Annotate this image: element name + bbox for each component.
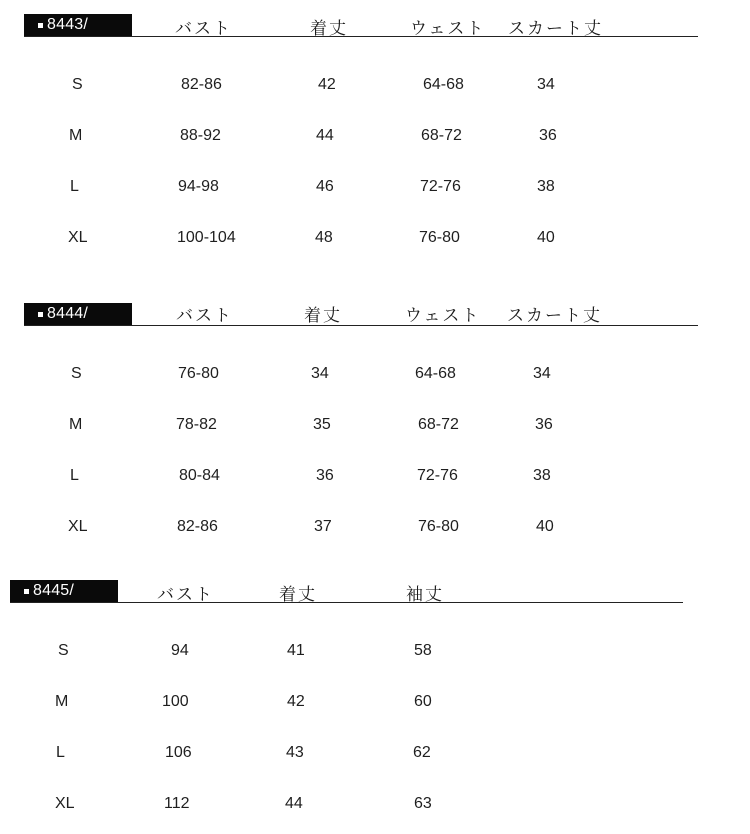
header-skirt-length: スカート丈 bbox=[507, 306, 602, 326]
skirt-length-value: 40 bbox=[537, 229, 555, 246]
size-label: M bbox=[69, 416, 83, 433]
waist-value: 64-68 bbox=[423, 76, 464, 93]
size-label: S bbox=[58, 642, 69, 659]
bust-value: 94-98 bbox=[178, 178, 219, 195]
header-skirt-length: スカート丈 bbox=[508, 19, 603, 39]
header-bust: バスト bbox=[175, 19, 232, 39]
product-code-badge bbox=[24, 14, 132, 36]
size-label: L bbox=[70, 467, 79, 484]
skirt-length-value: 34 bbox=[537, 76, 555, 93]
bullet-icon bbox=[24, 589, 29, 594]
header-bust: バスト bbox=[157, 585, 214, 605]
header-length: 着丈 bbox=[310, 19, 348, 39]
size-label: M bbox=[69, 127, 83, 144]
size-label: S bbox=[71, 365, 82, 382]
bust-value: 106 bbox=[165, 744, 192, 761]
size-label: XL bbox=[68, 229, 88, 246]
header-waist: ウェスト bbox=[410, 19, 486, 39]
sleeve-length-value: 58 bbox=[414, 642, 432, 659]
size-label: S bbox=[72, 76, 83, 93]
length-value: 42 bbox=[318, 76, 336, 93]
size-label: L bbox=[70, 178, 79, 195]
length-value: 41 bbox=[287, 642, 305, 659]
bust-value: 100-104 bbox=[177, 229, 236, 246]
length-value: 44 bbox=[316, 127, 334, 144]
length-value: 42 bbox=[287, 693, 305, 710]
bust-value: 100 bbox=[162, 693, 189, 710]
waist-value: 72-76 bbox=[417, 467, 458, 484]
size-label: M bbox=[55, 693, 69, 710]
bust-value: 76-80 bbox=[178, 365, 219, 382]
product-code: 8445/ bbox=[33, 582, 75, 599]
waist-value: 72-76 bbox=[420, 178, 461, 195]
length-value: 34 bbox=[311, 365, 329, 382]
bust-value: 94 bbox=[171, 642, 189, 659]
header-length: 着丈 bbox=[279, 585, 317, 605]
header-waist: ウェスト bbox=[405, 306, 481, 326]
product-code: 8444/ bbox=[47, 305, 89, 322]
sleeve-length-value: 63 bbox=[414, 795, 432, 812]
waist-value: 64-68 bbox=[415, 365, 456, 382]
length-value: 36 bbox=[316, 467, 334, 484]
bust-value: 78-82 bbox=[176, 416, 217, 433]
bust-value: 82-86 bbox=[177, 518, 218, 535]
product-code-badge bbox=[10, 580, 118, 602]
sleeve-length-value: 60 bbox=[414, 693, 432, 710]
bust-value: 80-84 bbox=[179, 467, 220, 484]
waist-value: 76-80 bbox=[419, 229, 460, 246]
length-value: 46 bbox=[316, 178, 334, 195]
bullet-icon bbox=[38, 312, 43, 317]
size-label: L bbox=[56, 744, 65, 761]
length-value: 37 bbox=[314, 518, 332, 535]
bullet-icon bbox=[38, 23, 43, 28]
size-label: XL bbox=[55, 795, 75, 812]
waist-value: 68-72 bbox=[418, 416, 459, 433]
header-sleeve-length: 袖丈 bbox=[406, 585, 444, 605]
length-value: 35 bbox=[313, 416, 331, 433]
skirt-length-value: 34 bbox=[533, 365, 551, 382]
skirt-length-value: 36 bbox=[539, 127, 557, 144]
header-rule bbox=[10, 602, 683, 603]
bust-value: 82-86 bbox=[181, 76, 222, 93]
size-label: XL bbox=[68, 518, 88, 535]
header-bust: バスト bbox=[176, 306, 233, 326]
length-value: 48 bbox=[315, 229, 333, 246]
waist-value: 76-80 bbox=[418, 518, 459, 535]
length-value: 44 bbox=[285, 795, 303, 812]
waist-value: 68-72 bbox=[421, 127, 462, 144]
bust-value: 112 bbox=[164, 795, 190, 812]
product-code-badge bbox=[24, 303, 132, 325]
skirt-length-value: 36 bbox=[535, 416, 553, 433]
skirt-length-value: 38 bbox=[537, 178, 555, 195]
length-value: 43 bbox=[286, 744, 304, 761]
product-code: 8443/ bbox=[47, 16, 89, 33]
sleeve-length-value: 62 bbox=[413, 744, 431, 761]
bust-value: 88-92 bbox=[180, 127, 221, 144]
skirt-length-value: 38 bbox=[533, 467, 551, 484]
header-length: 着丈 bbox=[304, 306, 342, 326]
skirt-length-value: 40 bbox=[536, 518, 554, 535]
